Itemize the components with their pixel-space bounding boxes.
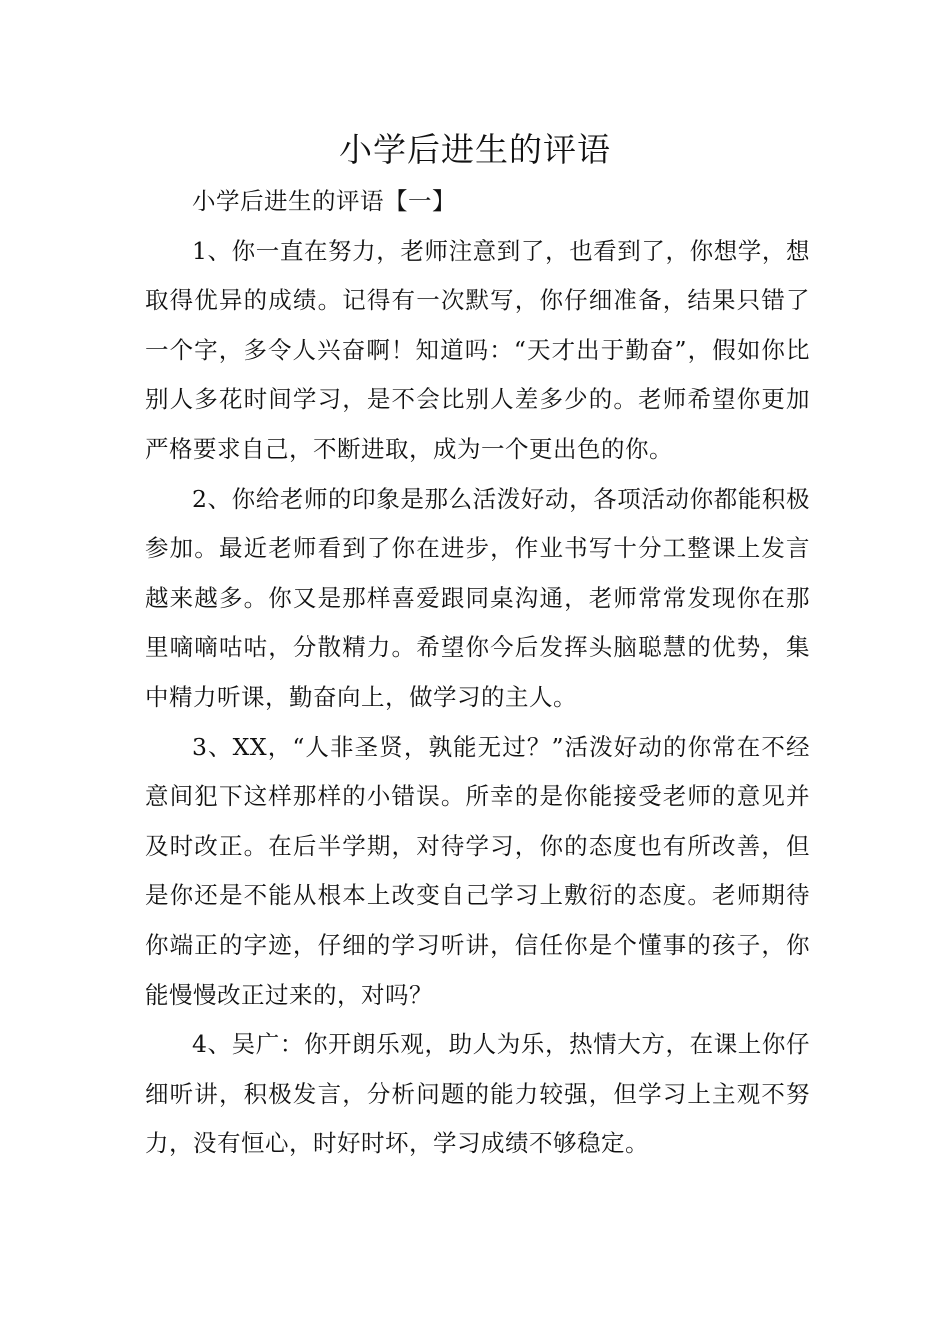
paragraph-2: 2、你给老师的印象是那么活泼好动，各项活动你都能积极参加。最近老师看到了你在进步，作业书写十分工整课上发言越来越多。你又是那样喜爱跟同桌沟通，老师常常发现你在那里嘀嘀咕咕，分散精力。希望你今后发挥头脑聪慧的优势，集中精力听课，勤奋向上，做学习的主人。 [145,484,810,711]
document-title: 小学后进生的评语 [339,130,611,169]
paragraph-3: 3、XX，“人非圣贤，孰能无过？”活泼好动的你常在不经意间犯下这样那样的小错误。所幸的是你能接受老师的意见并及时改正。在后半学期，对待学习，你的态度也有所改善，但是你还是不能从根本上改变自己学习上敷衍的态度。老师期待你端正的字迹，仔细的学习听讲，信任你是个懂事的孩子，你能慢慢改正过来的，对吗？ [145,732,810,1009]
paragraph-1: 1、你一直在努力，老师注意到了，也看到了，你想学，想取得优异的成绩。记得有一次默写，你仔细准备，结果只错了一个字，多令人兴奋啊！知道吗：“天才出于勤奋”，假如你比别人多花时间学习，是不会比别人差多少的。老师希望你更加严格要求自己，不断进取，成为一个更出色的你。 [145,236,810,463]
document-body [145,177,810,1169]
section-heading: 小学后进生的评语【一】 [192,187,456,215]
paragraph-4: 4、吴广：你开朗乐观，助人为乐，热情大方，在课上你仔细听讲，积极发言，分析问题的能力较强，但学习上主观不努力，没有恒心，时好时坏，学习成绩不够稳定。 [145,1030,810,1158]
